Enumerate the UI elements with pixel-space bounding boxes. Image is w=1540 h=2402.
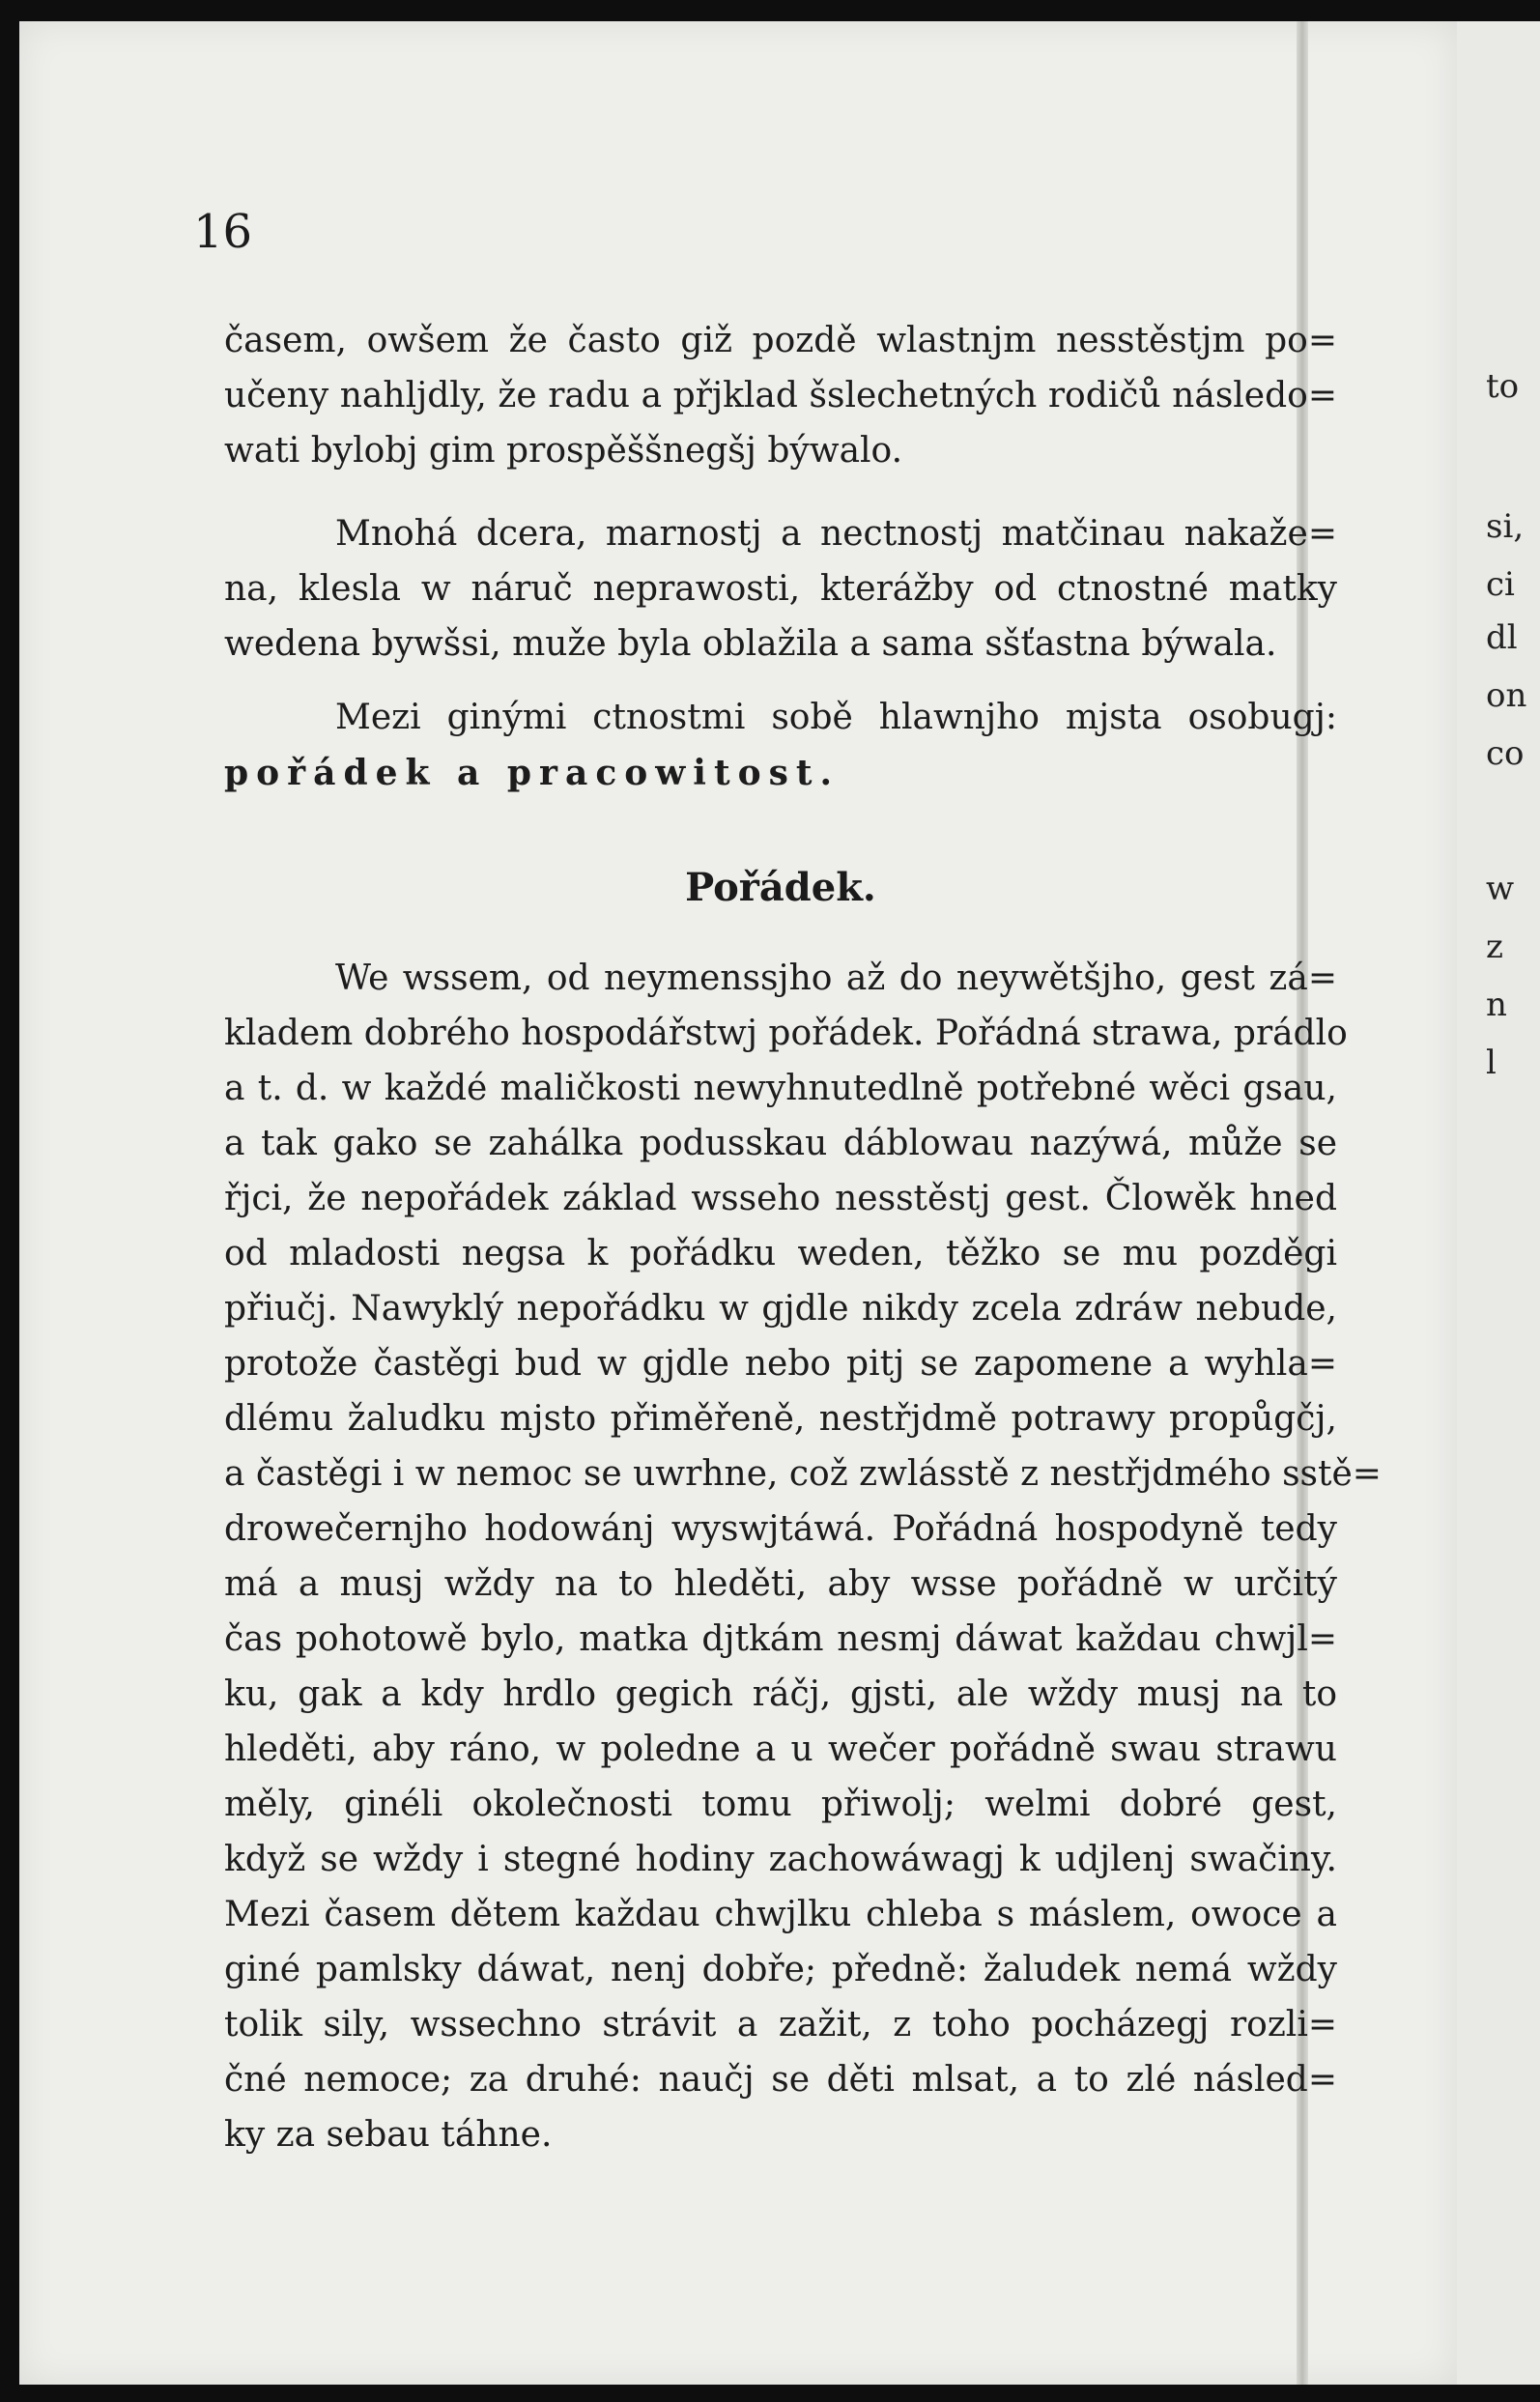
text-line: hleděti, aby ráno, w poledne a u wečer pořádně swau strawu: [224, 1730, 1337, 1769]
text-line: přiučj. Nawyklý nepořádku w gjdle nikdy zcela zdráw nebude,: [224, 1289, 1337, 1329]
text-line: řjci, že nepořádek základ wsseho nesstěstj gest. Člowěk hned: [224, 1179, 1337, 1218]
text-line: měly, ginéli okolečnosti tomu přiwolj; welmi dobré gest,: [224, 1785, 1337, 1824]
next-page-fragment: z: [1486, 928, 1503, 966]
text-line: a t. d. w každé maličkosti newyhnutedlně potřebné wěci gsau,: [224, 1069, 1337, 1108]
next-page-fragment: co: [1486, 734, 1525, 773]
text-line: čas pohotowě bylo, matka djtkám nesmj dáwat každau chwjl=: [224, 1619, 1337, 1659]
text-line: wati bylobj gim prospěššnegšj býwalo.: [224, 431, 903, 471]
text-line: tolik sily, wssechno strávit a zažit, z toho pocházegj rozli=: [224, 2005, 1337, 2045]
text-line: We wssem, od neymenssjho až do neywětšjho, gest zá=: [335, 958, 1337, 998]
next-page-fragment: si,: [1486, 507, 1525, 546]
text-line: má a musj wždy na to hleděti, aby wsse pořádně w určitý: [224, 1564, 1337, 1604]
text-line: ky za sebau táhne.: [224, 2115, 553, 2155]
text-line: a častěgi i w nemoc se uwrhne, což zwlásstě z nestřjdmého sstě=: [224, 1454, 1382, 1494]
next-page-fragment: w: [1486, 870, 1515, 908]
emphasized-text-line: pořádek a pracowitost.: [224, 753, 841, 793]
section-heading: Pořádek.: [685, 865, 876, 910]
next-page-fragment: dl: [1486, 618, 1518, 657]
text-line: na, klesla w náruč neprawosti, kterážby od ctnostné matky: [224, 569, 1337, 609]
text-line: kladem dobrého hospodářstwj pořádek. Pořádná strawa, prádlo: [224, 1014, 1348, 1053]
text-line: protože častěgi bud w gjdle nebo pitj se zapomene a wyhla=: [224, 1344, 1337, 1384]
text-line: čné nemoce; za druhé: naučj se děti mlsat, a to zlé násled=: [224, 2060, 1337, 2100]
text-line: drowečernjho hodowánj wyswjtáwá. Pořádná hospodyně tedy: [224, 1509, 1337, 1549]
text-line: wedena bywšsi, muže byla oblažila a sama sšťastna býwala.: [224, 624, 1277, 664]
next-page-fragment: on: [1486, 676, 1527, 715]
text-line: od mladosti negsa k pořádku weden, těžko se mu pozděgi: [224, 1234, 1337, 1273]
text-line: časem, owšem že často giž pozdě wlastnjm nesstěstjm po=: [224, 321, 1337, 360]
next-page-fragment: ci: [1486, 565, 1515, 604]
next-page-fragment: l: [1486, 1044, 1497, 1082]
text-line: a tak gako se zahálka podusskau dáblowau nazýwá, může se: [224, 1124, 1337, 1163]
next-page-fragment: n: [1486, 986, 1507, 1024]
text-line: giné pamlsky dáwat, nenj dobře; předně: žaludek nemá wždy: [224, 1950, 1337, 1989]
text-line: Mezi ginými ctnostmi sobě hlawnjho mjsta osobugj:: [335, 698, 1337, 737]
text-line: ku, gak a kdy hrdlo gegich ráčj, gjsti, ale wždy musj na to: [224, 1674, 1337, 1714]
text-line: Mnohá dcera, marnostj a nectnostj matčinau nakaže=: [335, 514, 1337, 554]
next-page-fragment: to: [1486, 367, 1520, 406]
text-line: když se wždy i stegné hodiny zachowáwagj k udjlenj swačiny.: [224, 1840, 1337, 1879]
text-line: učeny nahljdly, že radu a přjklad šslechetných rodičů následo=: [224, 376, 1337, 415]
page-number: 16: [193, 205, 253, 259]
text-line: dlému žaludku mjsto přiměřeně, nestřjdmě potrawy propůgčj,: [224, 1399, 1337, 1439]
text-line: Mezi časem dětem každau chwjlku chleba s máslem, owoce a: [224, 1895, 1337, 1934]
